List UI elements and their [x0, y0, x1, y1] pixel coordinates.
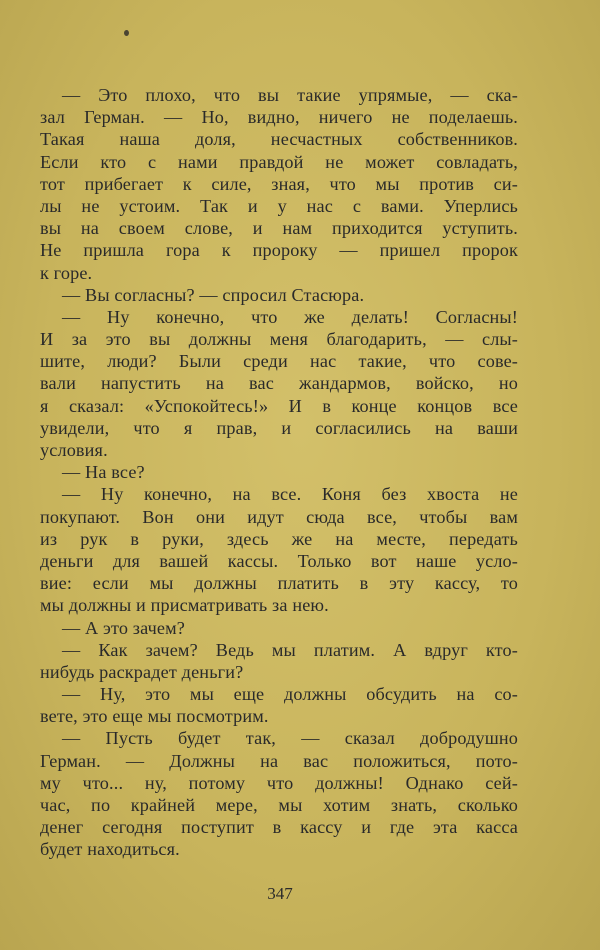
text-line: Не пришла гора к пророку — пришел пророк	[40, 240, 518, 261]
text-line: — Ну, это мы еще должны обсудить на со-	[62, 684, 518, 705]
text-line: Если кто с нами правдой не может совладать,	[40, 151, 518, 172]
text-line: — Пусть будет так, — сказал добродушно	[62, 728, 518, 749]
text-line: — Ну конечно, что же делать! Согласны!	[62, 306, 518, 327]
text-line: вете, это еще мы посмотрим.	[40, 706, 269, 727]
text-line: вие: если мы должны платить в эту кассу, то	[40, 573, 518, 594]
text-line: — Ну конечно, на все. Коня без хвоста не	[62, 484, 518, 505]
text-line: Герман. — Должны на вас положиться, пото-	[40, 750, 518, 771]
text-line: я сказал: «Успокойтесь!» И в конце концов все	[40, 395, 518, 416]
text-line: покупают. Вон они идут сюда все, чтобы вам	[40, 506, 518, 527]
text-line: тот прибегает к силе, зная, что мы против си-	[40, 173, 518, 194]
text-line: деньги для вашей кассы. Только вот наше усло-	[40, 550, 518, 571]
text-line: к горе.	[40, 262, 93, 283]
text-line: условия.	[40, 440, 108, 460]
text-line: денег сегодня поступит в кассу и где эта касса	[40, 817, 518, 838]
text-line: вы на своем слове, и нам приходится уступить.	[40, 218, 518, 239]
text-line: зал Герман. — Но, видно, ничего не поделаешь.	[40, 107, 518, 128]
text-line: мы должны и присматривать за нею.	[40, 595, 329, 616]
text-line: час, по крайней мере, мы хотим знать, сколько	[40, 795, 518, 815]
text-line: увидели, что я прав, и согласились на ваши	[40, 417, 518, 438]
text-line: И за это вы должны меня благодарить, — слы-	[40, 329, 518, 350]
page-number: 347	[267, 884, 293, 903]
ink-speck-decoration	[124, 30, 129, 36]
text-line: вали напустить на вас жандармов, войско, но	[40, 373, 518, 394]
text-line: Такая наша доля, несчастных собственников.	[40, 129, 518, 150]
text-line: му что... ну, потому что должны! Однако сей-	[40, 772, 518, 793]
text-line: — А это зачем?	[62, 617, 185, 638]
text-line: — Это плохо, что вы такие упрямые, — ска-	[62, 85, 518, 105]
body-text	[40, 84, 518, 861]
text-line: лы не устоим. Так и у нас с вами. Уперлись	[40, 195, 518, 216]
text-line: — На все?	[62, 462, 145, 483]
text-line: шите, люди? Были среди нас такие, что сове-	[40, 351, 518, 372]
text-line: будет находиться.	[40, 839, 180, 860]
text-line: — Как зачем? Ведь мы платим. А вдруг кто-	[62, 639, 518, 660]
text-line: — Вы согласны? — спросил Стасюра.	[62, 284, 365, 305]
text-line: нибудь раскрадет деньги?	[40, 661, 244, 682]
text-line: из рук в руки, здесь же на месте, передать	[40, 528, 518, 549]
